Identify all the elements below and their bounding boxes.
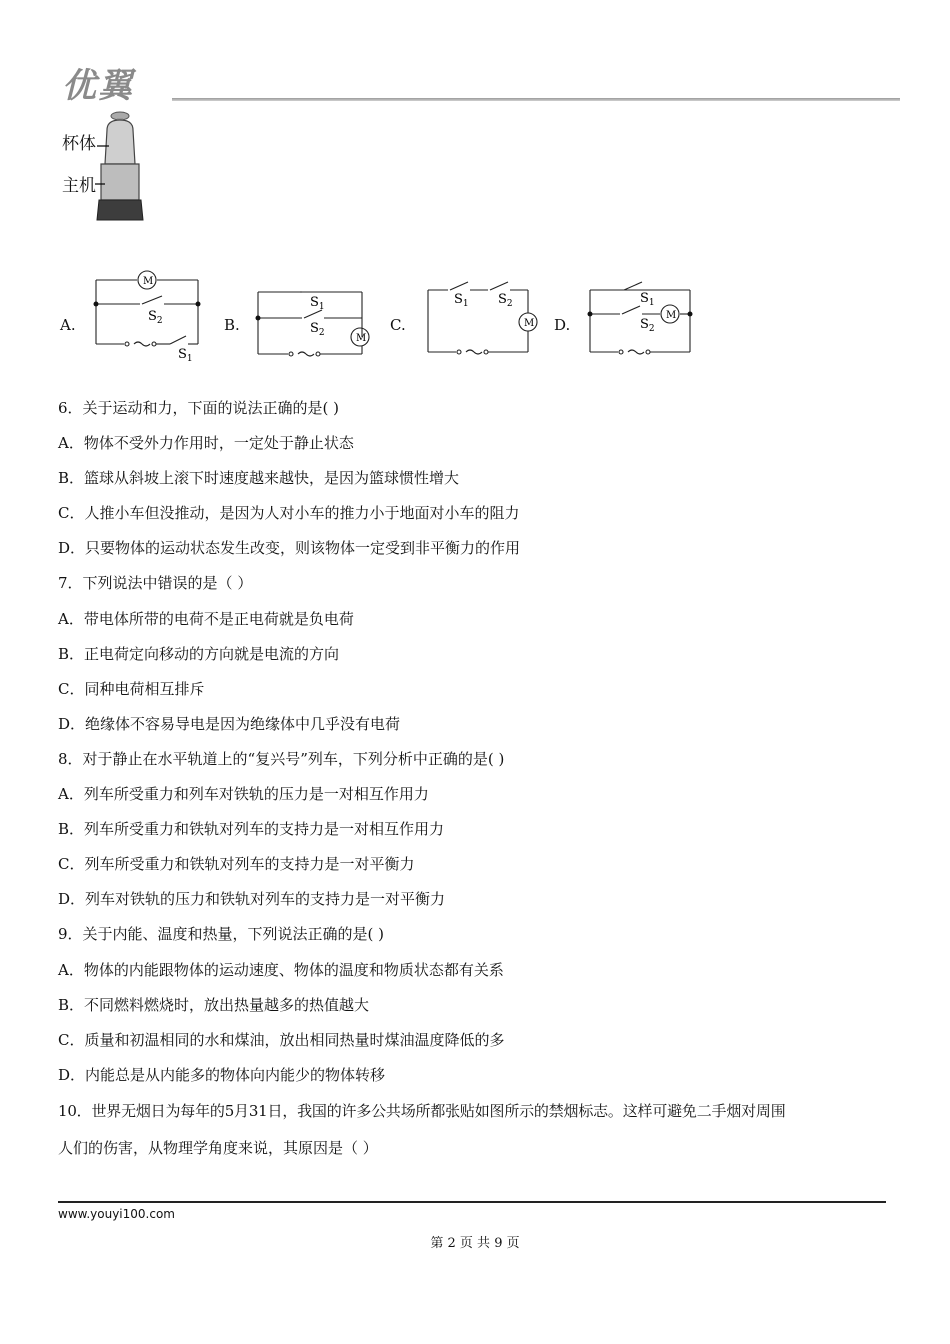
question-9-option-b: B．不同燃料燃烧时，放出热量越多的热值越大 [58,996,370,1014]
question-6-stem: 6．关于运动和力，下面的说法正确的是( ) [58,399,340,417]
question-9-option-a: A．物体的内能跟物体的运动速度、物体的温度和物质状态都有关系 [58,961,504,979]
option-b-label: B. [224,316,240,334]
switch-label: $S_2$ [148,309,163,326]
switch-label: $S_2$ [310,321,325,338]
switch-label: $S_1$ [178,347,193,364]
circuit-diagram-b [252,282,372,366]
question-6-option-d: D．只要物体的运动状态发生改变，则该物体一定受到非平衡力的作用 [58,539,521,557]
question-9-option-c: C．质量和初温相同的水和煤油，放出相同热量时煤油温度降低的多 [58,1031,505,1049]
question-7-option-d: D．绝缘体不容易导电是因为绝缘体中几乎没有电荷 [58,715,401,733]
label-base: 主机 [62,176,96,196]
question-9-stem: 9．关于内能、温度和热量，下列说法正确的是( ) [58,925,385,943]
motor-label: M [356,333,367,344]
logo: 优翼 [62,66,134,106]
question-7-option-c: C．同种电荷相互排斥 [58,680,205,698]
switch-label: $S_2$ [640,317,655,334]
switch-label: $S_1$ [310,295,325,312]
question-8-stem: 8．对于静止在水平轨道上的“复兴号”列车，下列分析中正确的是( ) [58,750,505,768]
question-10-line-2: 人们的伤害，从物理学角度来说，其原因是（ ） [58,1139,378,1157]
question-9-option-d: D．内能总是从内能多的物体向内能少的物体转移 [58,1066,386,1084]
blender-figure [95,108,155,226]
option-a-label: A. [60,316,76,334]
question-8-option-d: D．列车对铁轨的压力和铁轨对列车的支持力是一对平衡力 [58,890,446,908]
switch-label: $S_1$ [640,291,655,308]
circuit-diagram-a [86,268,206,364]
circuit-diagram-d [584,278,700,358]
footer-divider [58,1201,886,1203]
question-7-stem: 7．下列说法中错误的是（ ） [58,574,253,592]
motor-label: M [143,276,154,287]
switch-label: $S_2$ [498,292,513,309]
option-d-label: D. [554,316,571,334]
question-7-option-a: A．带电体所带的电荷不是正电荷就是负电荷 [58,610,354,628]
question-8-option-a: A．列车所受重力和列车对铁轨的压力是一对相互作用力 [58,785,429,803]
page-number: 第 2 页 共 9 页 [430,1236,520,1251]
motor-label: M [666,310,677,321]
header-divider [172,98,900,101]
question-10-line-1: 10．世界无烟日为每年的5月31日，我国的许多公共场所都张贴如图所示的禁烟标志。这样可避免二手烟对周围 [58,1102,786,1120]
question-8-option-b: B．列车所受重力和铁轨对列车的支持力是一对相互作用力 [58,820,445,838]
label-cup: 杯体 [62,134,96,154]
question-8-option-c: C．列车所受重力和铁轨对列车的支持力是一对平衡力 [58,855,415,873]
switch-label: $S_1$ [454,292,469,309]
question-6-option-a: A．物体不受外力作用时，一定处于静止状态 [58,434,354,452]
motor-label: M [524,318,535,329]
footer-site-link[interactable]: www.youyi100.com [58,1207,175,1221]
question-6-option-c: C．人推小车但没推动，是因为人对小车的推力小于地面对小车的阻力 [58,504,520,522]
question-6-option-b: B．篮球从斜坡上滚下时速度越来越快，是因为篮球惯性增大 [58,469,460,487]
option-c-label: C. [390,316,406,334]
circuit-diagram-c [420,276,544,358]
question-7-option-b: B．正电荷定向移动的方向就是电流的方向 [58,645,340,663]
